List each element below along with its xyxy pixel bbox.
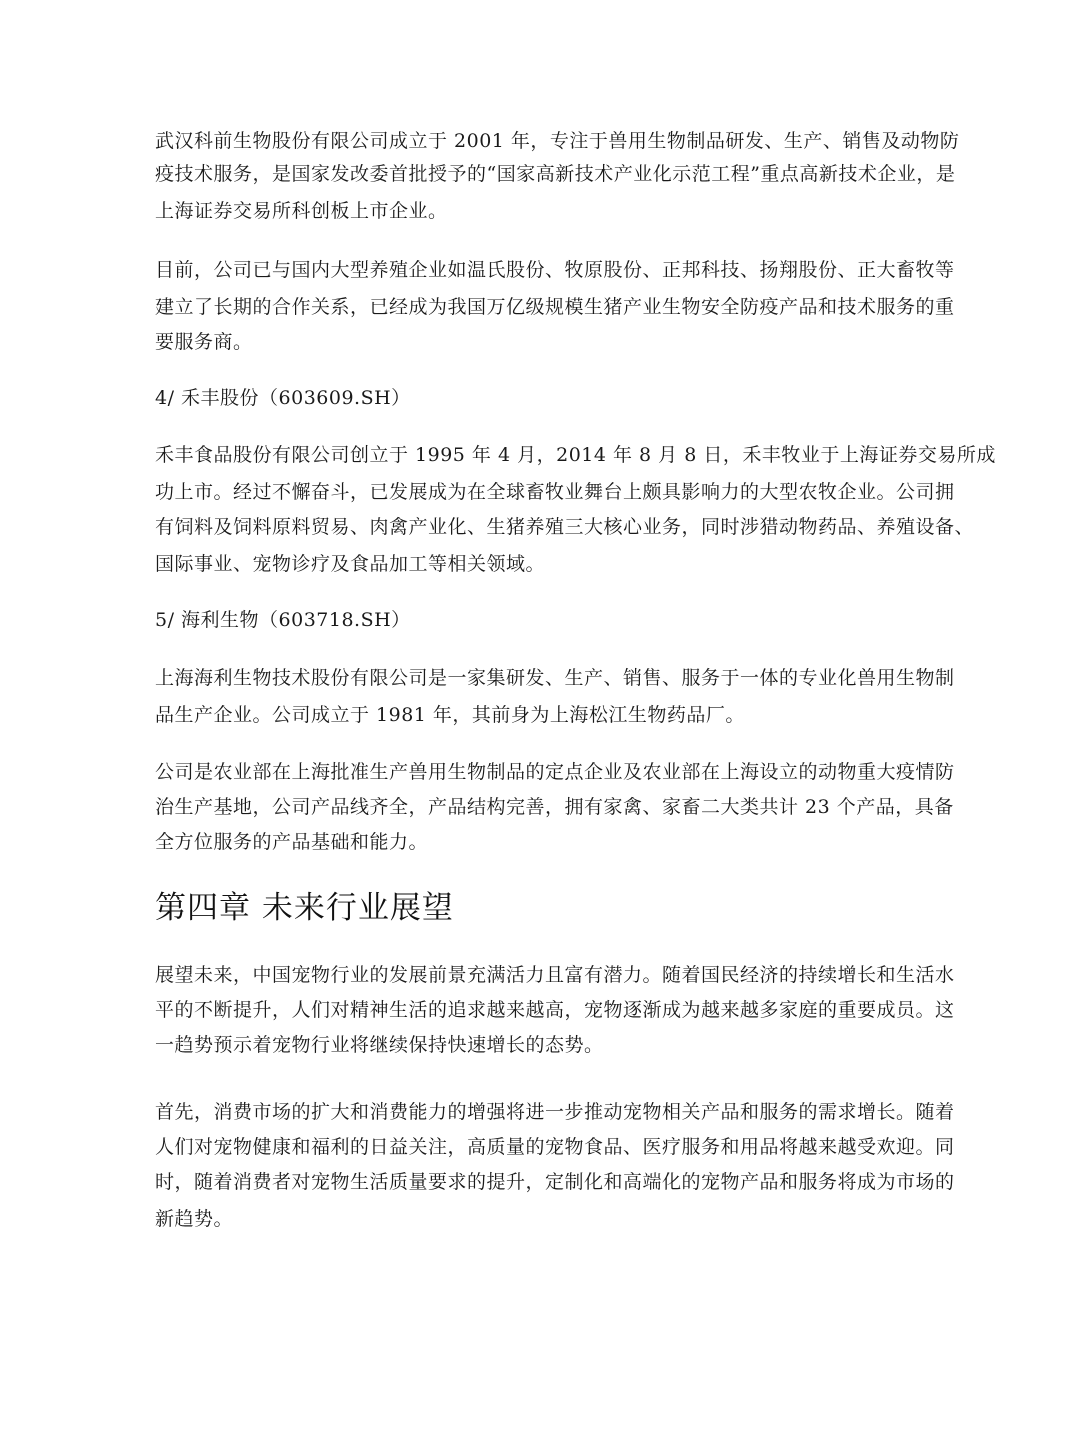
paragraph-line: 平的不断提升，人们对精神生活的追求越来越高，宠物逐渐成为越来越多家庭的重要成员。这 bbox=[155, 999, 955, 1021]
paragraph-line: 目前，公司已与国内大型养殖企业如温氏股份、牧原股份、正邦科技、扬翔股份、正大畜牧等 bbox=[155, 259, 955, 281]
paragraph-line: 新趋势。 bbox=[155, 1208, 234, 1230]
chapter-heading: 第四章 未来行业展望 bbox=[155, 890, 454, 926]
paragraph-line: 首先，消费市场的扩大和消费能力的增强将进一步推动宠物相关产品和服务的需求增长。随着 bbox=[155, 1101, 955, 1123]
paragraph-line: 有饲料及饲料原料贸易、肉禽产业化、生猪养殖三大核心业务，同时涉猎动物药品、养殖设备、 bbox=[155, 516, 975, 538]
paragraph-line: 一趋势预示着宠物行业将继续保持快速增长的态势。 bbox=[155, 1034, 604, 1056]
paragraph-line: 全方位服务的产品基础和能力。 bbox=[155, 831, 429, 853]
paragraph-line: 时，随着消费者对宠物生活质量要求的提升，定制化和高端化的宠物产品和服务将成为市场的 bbox=[155, 1171, 955, 1193]
section-heading: 4/ 禾丰股份（603609.SH） bbox=[155, 387, 411, 409]
paragraph-line: 建立了长期的合作关系，已经成为我国万亿级规模生猪产业生物安全防疫产品和技术服务的重 bbox=[155, 296, 955, 318]
paragraph-line: 上海证券交易所科创板上市企业。 bbox=[155, 200, 448, 222]
paragraph-line: 功上市。经过不懈奋斗，已发展成为在全球畜牧业舞台上颇具影响力的大型农牧企业。公司拥 bbox=[155, 481, 955, 503]
paragraph-line: 要服务商。 bbox=[155, 331, 253, 353]
paragraph-line: 人们对宠物健康和福利的日益关注，高质量的宠物食品、医疗服务和用品将越来越受欢迎。同 bbox=[155, 1136, 955, 1158]
paragraph-line: 国际事业、宠物诊疗及食品加工等相关领域。 bbox=[155, 553, 546, 575]
paragraph-line: 武汉科前生物股份有限公司成立于 2001 年，专注于兽用生物制品研发、生产、销售及动物防 bbox=[155, 130, 960, 152]
paragraph-line: 展望未来，中国宠物行业的发展前景充满活力且富有潜力。随着国民经济的持续增长和生活水 bbox=[155, 964, 955, 986]
paragraph-line: 治生产基地，公司产品线齐全，产品结构完善，拥有家禽、家畜二大类共计 23 个产品，具备 bbox=[155, 796, 954, 818]
paragraph-line: 上海海利生物技术股份有限公司是一家集研发、生产、销售、服务于一体的专业化兽用生物制 bbox=[155, 667, 955, 689]
paragraph-line: 疫技术服务，是国家发改委首批授予的“国家高新技术产业化示范工程”重点高新技术企业，是 bbox=[155, 163, 956, 185]
paragraph-line: 品生产企业。公司成立于 1981 年，其前身为上海松江生物药品厂。 bbox=[155, 704, 745, 726]
paragraph-line: 禾丰食品股份有限公司创立于 1995 年 4 月，2014 年 8 月 8 日，禾丰牧业于上海证券交易所成 bbox=[155, 444, 996, 466]
paragraph-line: 公司是农业部在上海批准生产兽用生物制品的定点企业及农业部在上海设立的动物重大疫情防 bbox=[155, 761, 955, 783]
section-heading: 5/ 海利生物（603718.SH） bbox=[155, 609, 411, 631]
